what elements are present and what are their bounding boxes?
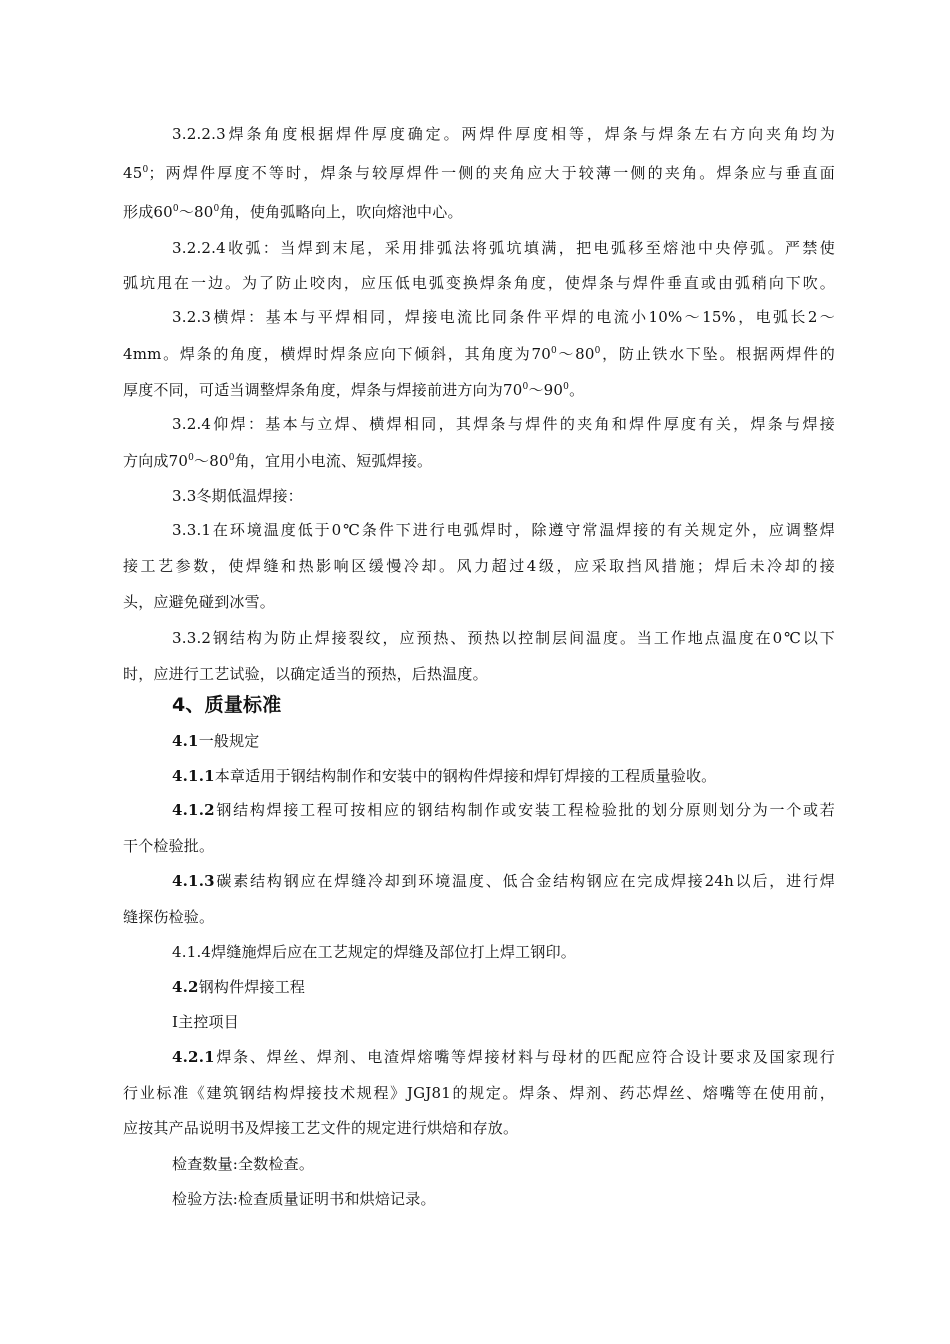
- para-3-2-2-3-line-3: 形成$60^0\sim 80^0$角，使角弧略向上，吹向熔池中心。: [123, 203, 463, 221]
- para-4-2-1-line-1: 4.2.1焊条、焊丝、焊剂、电渣焊熔嘴等焊接材料与母材的匹配应符合设计要求及国家现行: [172, 1048, 835, 1066]
- para-main-control-items: I主控项目: [172, 1013, 239, 1031]
- para-3-2-3-line-2: 4mm。焊条的角度，横焊时焊条应向下倾斜，其角度为$70^0\sim 80^0$，防止铁水下坠。根据两焊件的: [123, 345, 836, 363]
- para-4-1-3-line-2: 缝探伤检验。: [123, 908, 215, 926]
- para-4-1-2-line-2: 干个检验批。: [123, 837, 215, 855]
- para-4-2: 4.2钢构件焊接工程: [172, 978, 306, 996]
- para-3-3-2-line-2: 时，应进行工艺试验，以确定适当的预热，后热温度。: [123, 665, 488, 683]
- para-4-1-4: 4.1.4焊缝施焊后应在工艺规定的焊缝及部位打上焊工钢印。: [172, 943, 576, 961]
- para-3-2-4-line-1: 3.2.4仰焊：基本与立焊、横焊相同，其焊条与焊件的夹角和焊件厚度有关，焊条与焊接: [172, 415, 835, 433]
- para-4-1-2-line-1: 4.1.2钢结构焊接工程可按相应的钢结构制作或安装工程检验批的划分原则划分为一个或若: [172, 801, 835, 819]
- check-method: 检验方法:检查质量证明书和烘焙记录。: [172, 1190, 436, 1208]
- para-4-2-1-line-3: 应按其产品说明书及焊接工艺文件的规定进行烘焙和存放。: [123, 1119, 519, 1137]
- para-4-1-1: 4.1.1本章适用于钢结构制作和安装中的钢构件焊接和焊钉焊接的工程质量验收。: [172, 767, 717, 785]
- para-3-3-1-line-3: 头，应避免碰到冰雪。: [123, 593, 276, 611]
- para-3-3-2-line-1: 3.3.2钢结构为防止焊接裂纹，应预热、预热以控制层间温度。当工作地点温度在0℃以下: [172, 629, 835, 647]
- para-3-2-3-line-3: 厚度不同，可适当调整焊条角度，焊条与焊接前进方向为$70^0\sim 90^0$。: [123, 381, 585, 399]
- para-3-3-1-line-2: 接工艺参数，使焊缝和热影响区缓慢冷却。风力超过4级，应采取挡风措施；焊后未冷却的接: [123, 557, 835, 575]
- section-heading-quality-standard: 4、质量标准: [172, 694, 282, 716]
- para-4-2-1-line-2: 行业标准《建筑钢结构焊接技术规程》JGJ81的规定。焊条、焊剂、药芯焊丝、熔嘴等在使用前，: [123, 1084, 835, 1102]
- check-quantity: 检查数量:全数检查。: [172, 1155, 315, 1173]
- para-3-2-2-4-line-2: 弧坑甩在一边。为了防止咬肉，应压低电弧变换焊条角度，使焊条与焊件垂直或由弧稍向下吹。: [123, 274, 835, 292]
- para-3-2-2-3-line-1: 3.2.2.3焊条角度根据焊件厚度确定。两焊件厚度相等，焊条与焊条左右方向夹角均为: [172, 125, 835, 143]
- para-4-1-3-line-1: 4.1.3碳素结构钢应在焊缝冷却到环境温度、低合金结构钢应在完成焊接24h以后，进行焊: [172, 872, 835, 890]
- para-3-2-2-4-line-1: 3.2.2.4收弧：当焊到末尾，采用排弧法将弧坑填满，把电弧移至熔池中央停弧。严禁使: [172, 239, 835, 257]
- para-3-2-3-line-1: 3.2.3横焊：基本与平焊相同，焊接电流比同条件平焊的电流小10%～15%，电弧长2～: [172, 308, 835, 326]
- para-3-3-1-line-1: 3.3.1在环境温度低于0℃条件下进行电弧焊时，除遵守常温焊接的有关规定外，应调整焊: [172, 521, 835, 539]
- para-4-1: 4.1一般规定: [172, 732, 260, 750]
- para-3-2-2-3-line-2: $45^0$；两焊件厚度不等时，焊条与较厚焊件一侧的夹角应大于较薄一侧的夹角。焊条应与垂直面: [123, 164, 835, 182]
- para-3-2-4-line-2: 方向成$70^0\sim 80^0$角，宜用小电流、短弧焊接。: [123, 452, 433, 470]
- para-3-3: 3.3冬期低温焊接：: [172, 487, 303, 505]
